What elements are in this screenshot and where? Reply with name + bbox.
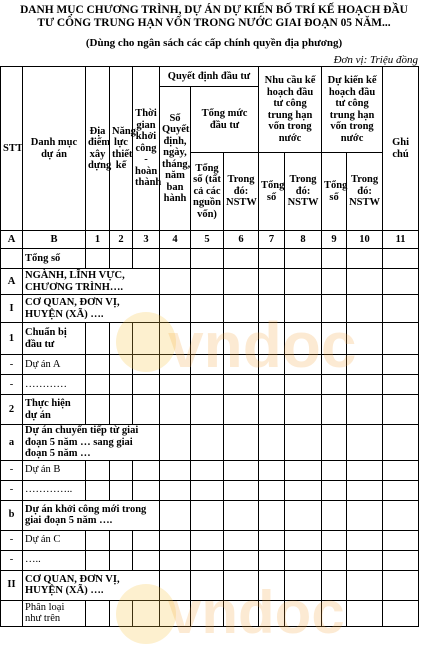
empty-cell — [383, 395, 419, 425]
empty-cell — [347, 295, 383, 323]
empty-cell — [259, 249, 285, 269]
empty-cell — [383, 425, 419, 461]
empty-cell — [191, 355, 224, 375]
empty-cell — [133, 355, 160, 375]
row-stt: A — [1, 269, 23, 295]
col-plan-of-which: Trong đó: NSTW — [347, 153, 383, 231]
empty-cell — [259, 425, 285, 461]
empty-cell — [110, 355, 133, 375]
empty-cell — [191, 550, 224, 570]
empty-cell — [322, 460, 347, 480]
row-name: Chuẩn bị đầu tư — [23, 323, 86, 355]
empty-cell — [259, 600, 285, 626]
row-stt: - — [1, 460, 23, 480]
row-name: Dự án chuyển tiếp từ giai đoạn 5 năm … sang giai đoạn 5 năm … — [23, 425, 160, 461]
empty-cell — [191, 600, 224, 626]
row-stt — [1, 600, 23, 626]
empty-cell — [224, 425, 259, 461]
col-need: Nhu cầu kế hoạch đầu tư công trung hạn vốn trong nước — [259, 67, 322, 153]
empty-cell — [285, 500, 322, 530]
empty-cell — [133, 480, 160, 500]
empty-cell — [191, 295, 224, 323]
index-cell: 10 — [347, 231, 383, 249]
empty-cell — [110, 395, 133, 425]
empty-cell — [259, 323, 285, 355]
index-cell: 7 — [259, 231, 285, 249]
col-project: Danh mục dự án — [23, 67, 86, 231]
empty-cell — [133, 600, 160, 626]
watermark-text: vndoc — [168, 309, 357, 381]
empty-cell — [347, 355, 383, 375]
row-name: Dự án B — [23, 460, 86, 480]
table-row — [1, 500, 419, 530]
empty-cell — [110, 530, 133, 550]
row-stt — [1, 249, 23, 269]
empty-cell — [224, 395, 259, 425]
empty-cell — [191, 500, 224, 530]
col-decision-no: Số Quyết định, ngày, tháng, năm ban hành — [160, 87, 191, 231]
empty-cell — [285, 295, 322, 323]
col-duration: Thời gian khởi công - hoàn thành — [133, 67, 160, 231]
index-cell: B — [23, 231, 86, 249]
index-cell: 2 — [110, 231, 133, 249]
empty-cell — [86, 550, 110, 570]
empty-cell — [191, 395, 224, 425]
empty-cell — [259, 295, 285, 323]
empty-cell — [322, 500, 347, 530]
empty-cell — [191, 249, 224, 269]
empty-cell — [285, 480, 322, 500]
table-row — [1, 425, 419, 461]
row-stt: - — [1, 530, 23, 550]
empty-cell — [160, 530, 191, 550]
table-row — [1, 600, 419, 626]
empty-cell — [191, 480, 224, 500]
empty-cell — [160, 480, 191, 500]
empty-cell — [86, 530, 110, 550]
index-cell: 1 — [86, 231, 110, 249]
col-plan: Dự kiến kế hoạch đầu tư công trung hạn vốn trong nước — [322, 67, 383, 153]
row-name: Tổng số — [23, 249, 86, 269]
col-total-all: Tổng số (tất cả các nguồn vốn) — [191, 153, 224, 231]
empty-cell — [322, 269, 347, 295]
col-location: Địa điểm xây dựng — [86, 67, 110, 231]
empty-cell — [347, 600, 383, 626]
row-stt: - — [1, 550, 23, 570]
empty-cell — [347, 425, 383, 461]
table-row — [1, 395, 419, 425]
empty-cell — [285, 460, 322, 480]
empty-cell — [110, 249, 133, 269]
empty-cell — [110, 323, 133, 355]
empty-cell — [383, 323, 419, 355]
empty-cell — [383, 530, 419, 550]
empty-cell — [160, 355, 191, 375]
row-stt: - — [1, 355, 23, 375]
empty-cell — [259, 530, 285, 550]
empty-cell — [191, 323, 224, 355]
index-cell: 5 — [191, 231, 224, 249]
empty-cell — [259, 570, 285, 600]
row-name: Dự án C — [23, 530, 86, 550]
empty-cell — [259, 480, 285, 500]
empty-cell — [259, 375, 285, 395]
col-stt: STT — [1, 67, 23, 231]
empty-cell — [86, 375, 110, 395]
empty-cell — [160, 425, 191, 461]
table-row — [1, 249, 419, 269]
empty-cell — [347, 395, 383, 425]
empty-cell — [224, 530, 259, 550]
empty-cell — [383, 355, 419, 375]
index-cell: 3 — [133, 231, 160, 249]
empty-cell — [322, 295, 347, 323]
empty-cell — [160, 600, 191, 626]
table-row — [1, 570, 419, 600]
row-stt: 2 — [1, 395, 23, 425]
index-row — [1, 231, 419, 249]
empty-cell — [285, 550, 322, 570]
doc-title-line1: DANH MỤC CHƯƠNG TRÌNH, DỰ ÁN DỰ KIẾN BỐ TRÍ KẾ HOẠCH ĐẦU — [20, 4, 408, 16]
empty-cell — [383, 269, 419, 295]
empty-cell — [86, 600, 110, 626]
empty-cell — [191, 570, 224, 600]
col-need-of-which: Trong đó: NSTW — [285, 153, 322, 231]
empty-cell — [347, 570, 383, 600]
col-total-invest: Tổng mức đầu tư — [191, 87, 259, 153]
row-stt: II — [1, 570, 23, 600]
empty-cell — [322, 323, 347, 355]
table-row — [1, 323, 419, 355]
empty-cell — [383, 295, 419, 323]
empty-cell — [133, 550, 160, 570]
row-name: CƠ QUAN, ĐƠN VỊ, HUYỆN (XÃ) …. — [23, 295, 160, 323]
empty-cell — [347, 550, 383, 570]
empty-cell — [224, 249, 259, 269]
watermark-text-2: vndoc — [168, 579, 345, 646]
col-note: Ghi chú — [383, 67, 419, 231]
empty-cell — [110, 375, 133, 395]
empty-cell — [86, 395, 110, 425]
empty-cell — [347, 323, 383, 355]
col-need-total: Tổng số — [259, 153, 285, 231]
row-name: Dự án A — [23, 355, 86, 375]
empty-cell — [224, 355, 259, 375]
index-cell: 6 — [224, 231, 259, 249]
empty-cell — [259, 269, 285, 295]
row-name: ………….. — [23, 480, 86, 500]
empty-cell — [110, 600, 133, 626]
empty-cell — [86, 323, 110, 355]
empty-cell — [110, 550, 133, 570]
empty-cell — [224, 269, 259, 295]
empty-cell — [322, 570, 347, 600]
empty-cell — [383, 249, 419, 269]
empty-cell — [224, 600, 259, 626]
index-cell: 11 — [383, 231, 419, 249]
empty-cell — [191, 425, 224, 461]
empty-cell — [322, 375, 347, 395]
empty-cell — [347, 249, 383, 269]
empty-cell — [383, 550, 419, 570]
empty-cell — [285, 375, 322, 395]
col-plan-total: Tổng số — [322, 153, 347, 231]
empty-cell — [285, 600, 322, 626]
col-of-which-1: Trong đó: NSTW — [224, 153, 259, 231]
empty-cell — [259, 355, 285, 375]
empty-cell — [191, 530, 224, 550]
empty-cell — [383, 480, 419, 500]
empty-cell — [160, 295, 191, 323]
empty-cell — [383, 500, 419, 530]
empty-cell — [347, 375, 383, 395]
empty-cell — [160, 500, 191, 530]
empty-cell — [191, 375, 224, 395]
empty-cell — [86, 460, 110, 480]
empty-cell — [133, 323, 160, 355]
index-cell: 8 — [285, 231, 322, 249]
empty-cell — [86, 480, 110, 500]
empty-cell — [86, 249, 110, 269]
row-stt: I — [1, 295, 23, 323]
row-name: NGÀNH, LĨNH VỰC, CHƯƠNG TRÌNH…. — [23, 269, 160, 295]
empty-cell — [347, 480, 383, 500]
empty-cell — [383, 375, 419, 395]
unit-label: Đơn vị: Triệu đồng — [333, 54, 418, 66]
empty-cell — [322, 355, 347, 375]
empty-cell — [224, 570, 259, 600]
empty-cell — [322, 480, 347, 500]
empty-cell — [285, 570, 322, 600]
empty-cell — [133, 460, 160, 480]
empty-cell — [322, 395, 347, 425]
empty-cell — [285, 425, 322, 461]
empty-cell — [86, 355, 110, 375]
col-capacity: Năng lực thiết kế — [110, 67, 133, 231]
empty-cell — [347, 500, 383, 530]
doc-title-line2: TƯ CÔNG TRUNG HẠN VỐN TRONG NƯỚC GIAI ĐOẠN 05 NĂM... — [37, 17, 391, 29]
empty-cell — [224, 480, 259, 500]
empty-cell — [224, 550, 259, 570]
empty-cell — [160, 249, 191, 269]
row-name: Phân loại như trên — [23, 600, 86, 626]
table-row — [1, 375, 419, 395]
empty-cell — [224, 323, 259, 355]
row-name: Thực hiện dự án — [23, 395, 86, 425]
empty-cell — [285, 269, 322, 295]
empty-cell — [322, 425, 347, 461]
empty-cell — [224, 500, 259, 530]
table-row — [1, 295, 419, 323]
empty-cell — [160, 570, 191, 600]
empty-cell — [259, 500, 285, 530]
empty-cell — [347, 460, 383, 480]
empty-cell — [322, 249, 347, 269]
table-row — [1, 269, 419, 295]
table-row — [1, 530, 419, 550]
row-stt: a — [1, 425, 23, 461]
empty-cell — [259, 395, 285, 425]
table-row — [1, 355, 419, 375]
empty-cell — [224, 375, 259, 395]
table-row — [1, 480, 419, 500]
row-name: CƠ QUAN, ĐƠN VỊ, HUYỆN (XÃ) …. — [23, 570, 160, 600]
empty-cell — [285, 395, 322, 425]
index-cell: A — [1, 231, 23, 249]
project-table — [0, 66, 419, 627]
row-name: Dự án khởi công mới trong giai đoạn 5 năm …. — [23, 500, 160, 530]
empty-cell — [383, 600, 419, 626]
row-name: ….. — [23, 550, 86, 570]
empty-cell — [285, 355, 322, 375]
empty-cell — [322, 600, 347, 626]
table-row — [1, 460, 419, 480]
row-stt: 1 — [1, 323, 23, 355]
empty-cell — [160, 323, 191, 355]
empty-cell — [224, 460, 259, 480]
empty-cell — [322, 550, 347, 570]
row-stt: b — [1, 500, 23, 530]
index-cell: 4 — [160, 231, 191, 249]
empty-cell — [322, 530, 347, 550]
empty-cell — [383, 460, 419, 480]
index-cell: 9 — [322, 231, 347, 249]
empty-cell — [191, 269, 224, 295]
empty-cell — [285, 530, 322, 550]
empty-cell — [285, 249, 322, 269]
empty-cell — [160, 460, 191, 480]
empty-cell — [259, 550, 285, 570]
empty-cell — [383, 570, 419, 600]
row-stt: - — [1, 480, 23, 500]
empty-cell — [110, 460, 133, 480]
empty-cell — [224, 295, 259, 323]
empty-cell — [133, 530, 160, 550]
empty-cell — [191, 460, 224, 480]
empty-cell — [285, 323, 322, 355]
empty-cell — [133, 375, 160, 395]
empty-cell — [160, 375, 191, 395]
doc-subtitle: (Dùng cho ngân sách các cấp chính quyền địa phương) — [85, 37, 343, 49]
col-decision: Quyết định đầu tư — [160, 67, 259, 87]
empty-cell — [347, 530, 383, 550]
empty-cell — [160, 550, 191, 570]
empty-cell — [160, 269, 191, 295]
row-stt: - — [1, 375, 23, 395]
empty-cell — [160, 395, 191, 425]
empty-cell — [347, 269, 383, 295]
row-name: ………… — [23, 375, 86, 395]
empty-cell — [133, 249, 160, 269]
empty-cell — [259, 460, 285, 480]
empty-cell — [110, 480, 133, 500]
table-row — [1, 550, 419, 570]
empty-cell — [133, 395, 160, 425]
